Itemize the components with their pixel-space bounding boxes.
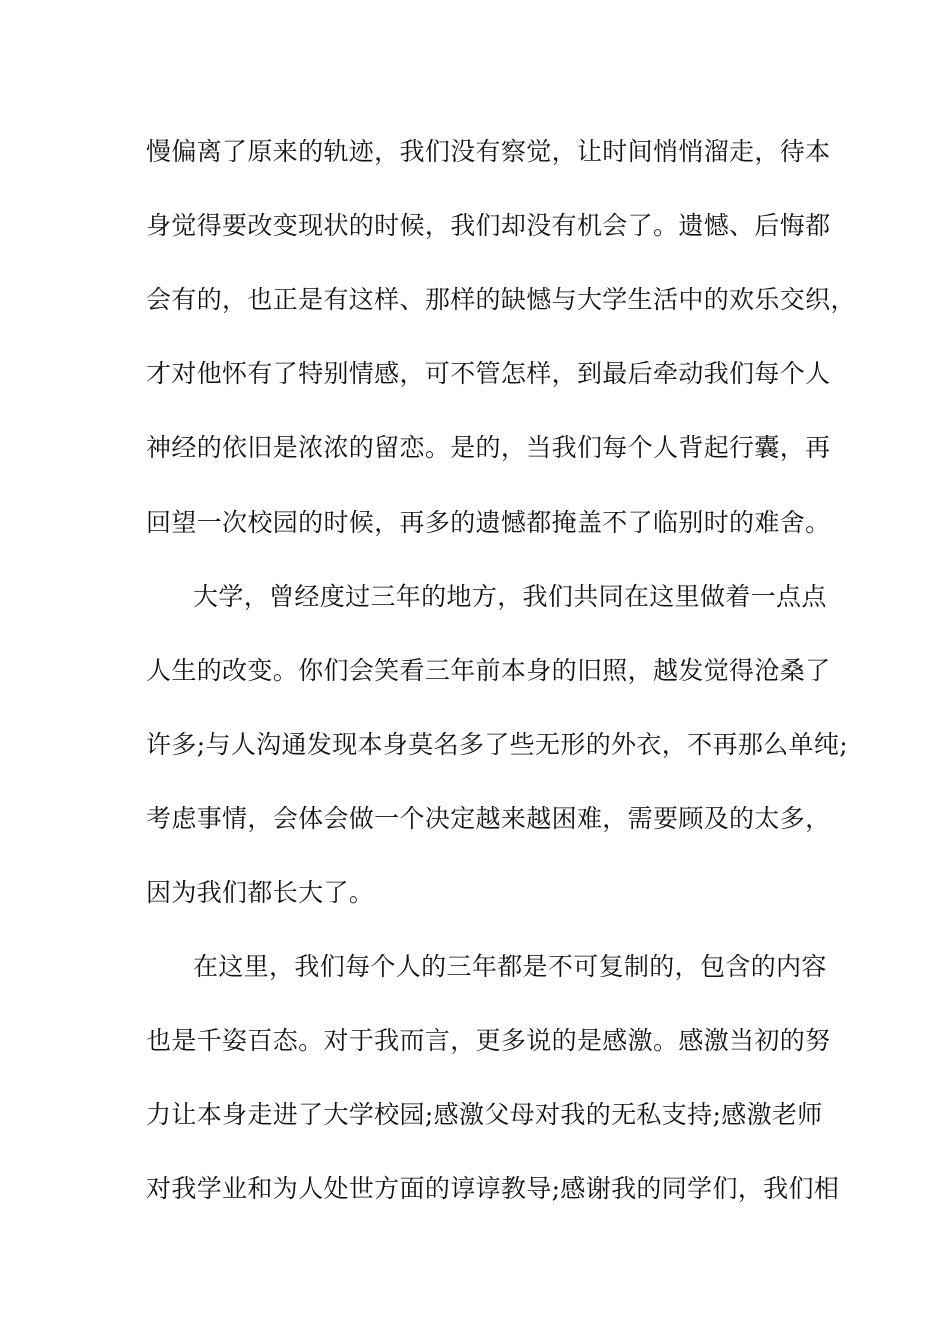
text-line: 也是千姿百态。对于我而言，更多说的是感激。感激当初的努 bbox=[146, 1026, 831, 1055]
text-line: 因为我们都长大了。 bbox=[146, 878, 375, 907]
text-line: 许多;与人沟通发现本身莫名多了些无形的外衣，不再那么单纯; bbox=[146, 730, 848, 759]
text-line: 慢偏离了原来的轨迹，我们没有察觉，让时间悄悄溜走，待本 bbox=[146, 137, 831, 166]
text-line: 考虑事情，会体会做一个决定越来越困难，需要顾及的太多， bbox=[146, 804, 831, 833]
text-line: 回望一次校园的时候，再多的遗憾都掩盖不了临别时的难舍。 bbox=[146, 508, 831, 537]
text-line: 力让本身走进了大学校园;感激父母对我的无私支持;感激老师 bbox=[146, 1100, 823, 1129]
paragraph-first-line: 大学，曾经度过三年的地方，我们共同在这里做着一点点 bbox=[193, 582, 827, 611]
text-line: 对我学业和为人处世方面的谆谆教导;感谢我的同学们，我们相 bbox=[146, 1174, 840, 1203]
text-line: 神经的依旧是浓浓的留恋。是的，当我们每个人背起行囊，再 bbox=[146, 433, 831, 462]
text-line: 身觉得要改变现状的时候，我们却没有机会了。遗憾、后悔都 bbox=[146, 211, 831, 240]
text-line: 才对他怀有了特别情感，可不管怎样，到最后牵动我们每个人 bbox=[146, 359, 831, 388]
text-line: 人生的改变。你们会笑看三年前本身的旧照，越发觉得沧桑了 bbox=[146, 656, 831, 685]
text-line: 会有的，也正是有这样、那样的缺憾与大学生活中的欢乐交织， bbox=[146, 285, 856, 314]
paragraph-first-line: 在这里，我们每个人的三年都是不可复制的，包含的内容 bbox=[193, 952, 827, 981]
